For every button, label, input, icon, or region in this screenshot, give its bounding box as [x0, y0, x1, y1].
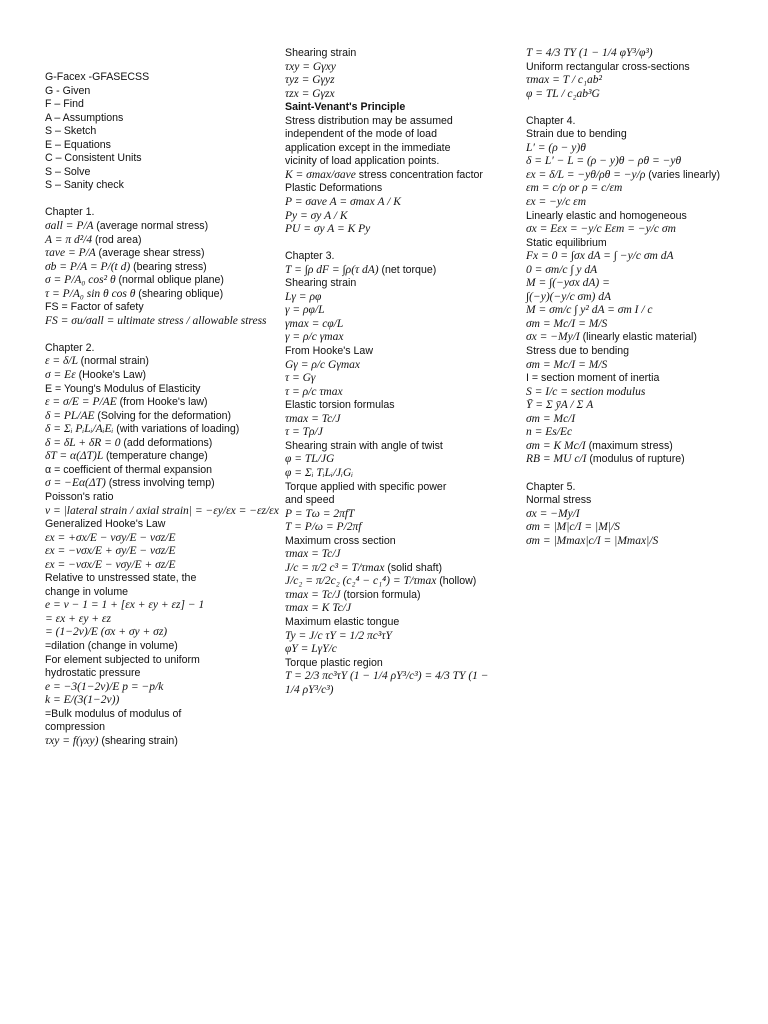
- text-line: Shearing strain with angle of twist: [285, 439, 443, 452]
- text-line: Torque applied with specific power: [285, 480, 447, 493]
- text-line: Elastic torsion formulas: [285, 399, 395, 412]
- equation-line: [45, 396, 280, 410]
- equation-text: σm = Mc/I: [526, 412, 576, 425]
- equation-line: [285, 304, 517, 318]
- text-line: Maximum cross section: [285, 534, 396, 547]
- equation-text: γ = ρφ/L: [285, 304, 325, 317]
- equation-text: σm = Mc/I = M/S: [526, 317, 608, 330]
- equation-line: [526, 250, 761, 264]
- equation-note: (modulus of rupture): [589, 453, 685, 466]
- text-line: hydrostatic pressure: [45, 667, 141, 680]
- equation-line: [285, 426, 517, 440]
- text-line: Torque plastic region: [285, 656, 383, 669]
- equation-text: 1/4 ρY³/c³): [285, 683, 334, 696]
- equation-text: τ = P/A₀ sin θ cos θ: [45, 287, 136, 300]
- equation-line: [45, 423, 280, 437]
- equation-text: εx = δ/L = −yθ/ρθ = −y/ρ: [526, 168, 646, 181]
- equation-line: [526, 223, 761, 237]
- text-line: independent of the mode of load: [285, 128, 437, 141]
- equation-line: [45, 532, 280, 546]
- equation-text: Ȳ = Σ ȳA / Σ A: [526, 399, 594, 412]
- equation-line: [45, 288, 280, 302]
- equation-text: φY = LγY/c: [285, 643, 337, 656]
- text-line: Stress distribution may be assumed: [285, 114, 453, 127]
- equation-note: (net torque): [381, 263, 437, 276]
- equation-text: τxy = f(γxy): [45, 734, 99, 747]
- equation-note: (bearing stress): [133, 260, 207, 273]
- equation-text: τmax = Tc/J: [285, 412, 341, 425]
- equation-line: [285, 467, 517, 481]
- equation-text: Py = σy A / K: [285, 209, 348, 222]
- equation-line: [45, 355, 280, 369]
- column-3: [526, 47, 761, 548]
- equation-text: T = ∫ρ dF = ∫ρ(τ dA): [285, 263, 379, 276]
- equation-line: [526, 440, 761, 454]
- spacer: [285, 237, 517, 251]
- text-line: Static equilibrium: [526, 236, 607, 249]
- equation-text: k = E/(3(1−2ν)): [45, 694, 120, 707]
- text-line: Maximum elastic tongue: [285, 615, 400, 628]
- equation-line: [285, 88, 517, 102]
- equation-text: J/c = π/2 c³ = T/τmax: [285, 561, 385, 574]
- equation-line: [285, 684, 517, 698]
- equation-line: [45, 735, 280, 749]
- spacer: [526, 467, 761, 481]
- text-line: Chapter 5.: [526, 480, 576, 493]
- text-line: Chapter 2.: [45, 341, 95, 354]
- equation-line: [45, 681, 280, 695]
- equation-line: [526, 453, 761, 467]
- equation-text: PU = σy A = K Py: [285, 223, 371, 236]
- equation-line: [285, 453, 517, 467]
- section-heading: Saint-Venant's Principle: [285, 101, 406, 114]
- equation-text: σx = Eεx = −y/c Eεm = −y/c σm: [526, 223, 676, 236]
- equation-text: ε = δ/L: [45, 355, 78, 368]
- equation-line: [45, 599, 280, 613]
- equation-line: [526, 74, 761, 88]
- equation-text: σx = −My/I: [526, 507, 580, 520]
- equation-line: [45, 694, 280, 708]
- equation-note: (Hooke's Law): [78, 369, 146, 382]
- equation-line: [45, 477, 280, 491]
- equation-text: RB = MU c/I: [526, 453, 587, 466]
- text-line: compression: [45, 721, 106, 734]
- equation-text: T = P/ω = P/2πf: [285, 521, 362, 534]
- text-line: Uniform rectangular cross-sections: [526, 60, 690, 73]
- equation-note: (torsion formula): [343, 588, 421, 601]
- equation-text: 0 = σm/c ∫ y dA: [526, 263, 598, 276]
- equation-line: [285, 589, 517, 603]
- equation-text: τmax = Tc/J: [285, 548, 341, 561]
- equation-line: [45, 315, 280, 329]
- equation-text: εx = −y/c εm: [526, 196, 587, 209]
- equation-line: [285, 602, 517, 616]
- equation-line: [526, 331, 761, 345]
- equation-note: (maximum stress): [588, 439, 673, 452]
- equation-line: [285, 670, 517, 684]
- text-line: =dilation (change in volume): [45, 639, 178, 652]
- equation-line: [526, 386, 761, 400]
- text-line: Poisson's ratio: [45, 490, 114, 503]
- equation-text: ∫(−y)(−y/c σm) dA: [526, 290, 611, 303]
- text-line: A – Assumptions: [45, 111, 124, 124]
- equation-line: [45, 220, 280, 234]
- equation-note: (temperature change): [105, 450, 208, 463]
- equation-line: [526, 535, 761, 549]
- equation-line: [45, 410, 280, 424]
- text-line: =Bulk modulus of modulus of: [45, 707, 182, 720]
- equation-text: M = ∫(−yσx dA) =: [526, 277, 610, 290]
- text-line: From Hooke's Law: [285, 345, 373, 358]
- text-line: G-Facex -GFASECSS: [45, 71, 150, 83]
- equation-text: σall = P/A: [45, 220, 94, 233]
- equation-text: = εx + εy + εz: [45, 612, 111, 625]
- equation-text: σm = |M|c/I = |M|/S: [526, 521, 620, 534]
- equation-text: φ = Σᵢ TᵢLᵢ/JᵢGᵢ: [285, 466, 354, 479]
- equation-text: τmax = T / c₁ab²: [526, 74, 602, 87]
- text-line: Stress due to bending: [526, 345, 630, 358]
- equation-text: φ = TL/JG: [285, 453, 335, 466]
- text-line: and speed: [285, 494, 335, 507]
- equation-note: (shearing strain): [101, 734, 178, 747]
- equation-line: [526, 318, 761, 332]
- equation-text: e = ν − 1 = 1 + [εx + εy + εz] − 1: [45, 599, 205, 612]
- equation-line: [526, 47, 761, 61]
- equation-note: (average normal stress): [96, 220, 209, 233]
- equation-text: τzx = Gγzx: [285, 87, 335, 100]
- text-line: S – Solve: [45, 165, 91, 178]
- equation-line: [526, 399, 761, 413]
- equation-text: A = π d²/4: [45, 233, 93, 246]
- equation-line: [285, 196, 517, 210]
- equation-note: (solid shaft): [387, 561, 443, 574]
- equation-text: T = 4/3 TY (1 − 1/4 φY³/φ³): [526, 47, 653, 59]
- equation-line: [526, 413, 761, 427]
- equation-text: δ = PL/AE: [45, 409, 95, 422]
- equation-line: [285, 508, 517, 522]
- equation-line: [45, 247, 280, 261]
- text-line: Generalized Hooke's Law: [45, 518, 166, 531]
- equation-text: τ = ρ/c τmax: [285, 385, 343, 398]
- equation-text: J/c₂ = π/2c₂ (c₂⁴ − c₁⁴) = T/τmax: [285, 575, 437, 588]
- equation-note: (from Hooke's law): [119, 396, 208, 409]
- equation-line: [45, 613, 280, 627]
- equation-line: [526, 426, 761, 440]
- text-line: vicinity of load application points.: [285, 155, 440, 168]
- equation-text: γ = ρ/c γmax: [285, 331, 344, 344]
- equation-text: P = Tω = 2πfT: [285, 507, 355, 520]
- equation-line: [45, 437, 280, 451]
- equation-text: Gγ = ρ/c Gγmax: [285, 358, 361, 371]
- equation-text: δ = L′ − L = (ρ − y)θ − ρθ = −yθ: [526, 155, 682, 168]
- text-line: Relative to unstressed state, the: [45, 572, 197, 585]
- equation-text: FS = σu/σall = ultimate stress / allowable stress: [45, 314, 267, 327]
- equation-line: [526, 155, 761, 169]
- equation-text: σx = −My/I: [526, 331, 580, 344]
- equation-line: [526, 277, 761, 291]
- equation-text: σm = Mc/I = M/S: [526, 358, 608, 371]
- equation-note: (add deformations): [123, 436, 213, 449]
- equation-note: (average shear stress): [98, 247, 205, 260]
- equation-note: (stress involving temp): [108, 477, 215, 490]
- text-line: application except in the immediate: [285, 141, 451, 154]
- equation-text: M = σm/c ∫ y² dA = σm I / c: [526, 304, 653, 317]
- equation-text: Fx = 0 = ∫σx dA = ∫ −y/c σm dA: [526, 250, 674, 263]
- spacer: [45, 328, 280, 342]
- equation-text: σ = P/A₀ cos² θ: [45, 274, 116, 287]
- equation-text: τ = Gγ: [285, 372, 316, 385]
- equation-text: σ = −Eα(ΔT): [45, 477, 106, 490]
- equation-text: τ = Tρ/J: [285, 426, 323, 439]
- equation-text: L′ = (ρ − y)θ: [526, 141, 586, 154]
- equation-line: [45, 505, 280, 519]
- equation-text: σb = P/A = P/(t d): [45, 260, 131, 273]
- equation-text: εm = c/ρ or ρ = c/εm: [526, 182, 623, 195]
- equation-line: [285, 291, 517, 305]
- column-2: [285, 47, 517, 697]
- equation-line: [45, 274, 280, 288]
- equation-text: Ty = J/c τY = 1/2 πc³τY: [285, 629, 392, 642]
- equation-text: εx = −νσx/E − νσy/E + σz/E: [45, 558, 176, 571]
- text-line: Shearing strain: [285, 47, 357, 59]
- equation-line: [45, 450, 280, 464]
- equation-text: δ = Σᵢ PᵢLᵢ/AᵢEᵢ: [45, 423, 114, 436]
- equation-line: [285, 210, 517, 224]
- text-line: S – Sketch: [45, 125, 97, 138]
- text-line: Plastic Deformations: [285, 182, 383, 195]
- equation-line: [526, 521, 761, 535]
- text-line: G - Given: [45, 84, 91, 97]
- equation-text: ε = σ/E = P/AE: [45, 396, 117, 409]
- equation-note: (Solving for the deformation): [97, 409, 232, 422]
- equation-text: εx = +σx/E − νσy/E − νσz/E: [45, 531, 176, 544]
- text-line: For element subjected to uniform: [45, 653, 200, 666]
- equation-line: [285, 575, 517, 589]
- equation-line: [285, 386, 517, 400]
- text-line: C – Consistent Units: [45, 152, 142, 165]
- equation-text: ν = |lateral strain / axial strain| = −εy/εx = −εz/εx: [45, 504, 279, 517]
- equation-line: [285, 562, 517, 576]
- equation-line: [285, 318, 517, 332]
- equation-line: [285, 331, 517, 345]
- equation-text: = (1−2ν)/E (σx + σy + σz): [45, 626, 168, 639]
- equation-line: [45, 545, 280, 559]
- equation-text: T = 2/3 πc³τY (1 − 1/4 ρY³/c³) = 4/3 TY (1 −: [285, 670, 489, 683]
- spacer: [526, 101, 761, 115]
- equation-line: [285, 61, 517, 75]
- equation-text: δ = δL + δR = 0: [45, 436, 121, 449]
- text-line: Normal stress: [526, 494, 592, 507]
- equation-text: τave = P/A: [45, 247, 96, 260]
- equation-note: (normal oblique plane): [118, 274, 224, 287]
- text-line: Shearing strain: [285, 277, 357, 290]
- equation-text: εx = −νσx/E + σy/E − νσz/E: [45, 545, 176, 558]
- equation-text: K = σmax/σave: [285, 168, 356, 181]
- equation-line: [45, 626, 280, 640]
- equation-line: [526, 196, 761, 210]
- equation-line: [285, 359, 517, 373]
- equation-text: τmax = Tc/J: [285, 588, 341, 601]
- equation-line: [285, 264, 517, 278]
- equation-text: φ = TL / c₂ab³G: [526, 87, 600, 100]
- equation-line: [285, 372, 517, 386]
- equation-line: [285, 223, 517, 237]
- equation-text: τxy = Gγxy: [285, 60, 336, 73]
- text-line: α = coefficient of thermal expansion: [45, 463, 212, 476]
- equation-line: [526, 142, 761, 156]
- equation-line: [45, 369, 280, 383]
- equation-line: [45, 234, 280, 248]
- equation-note: stress concentration factor: [358, 168, 483, 181]
- equation-text: τyz = Gγyz: [285, 74, 335, 87]
- equation-line: [285, 521, 517, 535]
- equation-note: (rod area): [94, 233, 142, 246]
- equation-note: (linearly elastic material): [582, 331, 697, 344]
- equation-line: [285, 169, 517, 183]
- equation-text: τmax = K Tc/J: [285, 602, 352, 615]
- equation-note: (varies linearly): [648, 168, 721, 181]
- equation-line: [285, 548, 517, 562]
- equation-line: [526, 304, 761, 318]
- equation-line: [285, 74, 517, 88]
- equation-text: δT = α(ΔT)L: [45, 450, 104, 463]
- equation-text: P = σave A = σmax A / K: [285, 196, 401, 209]
- text-line: Strain due to bending: [526, 128, 627, 141]
- equation-line: [285, 630, 517, 644]
- text-line: Chapter 1.: [45, 206, 95, 219]
- equation-line: [526, 291, 761, 305]
- equation-text: σm = |Mmax|c/I = |Mmax|/S: [526, 534, 659, 547]
- equation-line: [526, 182, 761, 196]
- text-line: FS = Factor of safety: [45, 301, 144, 314]
- equation-text: n = Es/Ec: [526, 426, 573, 439]
- equation-line: [526, 169, 761, 183]
- equation-text: Lγ = ρφ: [285, 290, 322, 303]
- equation-text: σm = K Mc/I: [526, 439, 586, 452]
- equation-line: [45, 559, 280, 573]
- text-line: E = Young's Modulus of Elasticity: [45, 382, 201, 395]
- text-line: change in volume: [45, 585, 129, 598]
- equation-line: [526, 264, 761, 278]
- spacer: [45, 193, 280, 207]
- equation-text: e = −3(1−2ν)/E p = −p/k: [45, 680, 164, 693]
- text-line: E – Equations: [45, 138, 111, 151]
- text-line: F – Find: [45, 98, 84, 111]
- equation-line: [285, 643, 517, 657]
- text-line: I = section moment of inertia: [526, 372, 660, 385]
- text-line: Chapter 4.: [526, 114, 576, 127]
- equation-line: [45, 261, 280, 275]
- text-line: Linearly elastic and homogeneous: [526, 209, 687, 222]
- equation-text: σ = Eε: [45, 369, 76, 382]
- equation-note: (shearing oblique): [138, 287, 224, 300]
- column-1: [45, 71, 280, 748]
- equation-text: γmax = cφ/L: [285, 317, 344, 330]
- equation-note: (hollow): [439, 575, 477, 588]
- equation-line: [526, 88, 761, 102]
- equation-note: (with variations of loading): [116, 423, 240, 436]
- equation-line: [285, 413, 517, 427]
- equation-text: S = I/c = section modulus: [526, 385, 646, 398]
- text-line: S – Sanity check: [45, 179, 124, 192]
- text-line: Chapter 3.: [285, 250, 335, 263]
- equation-line: [526, 508, 761, 522]
- equation-line: [526, 359, 761, 373]
- equation-note: (normal strain): [80, 355, 149, 368]
